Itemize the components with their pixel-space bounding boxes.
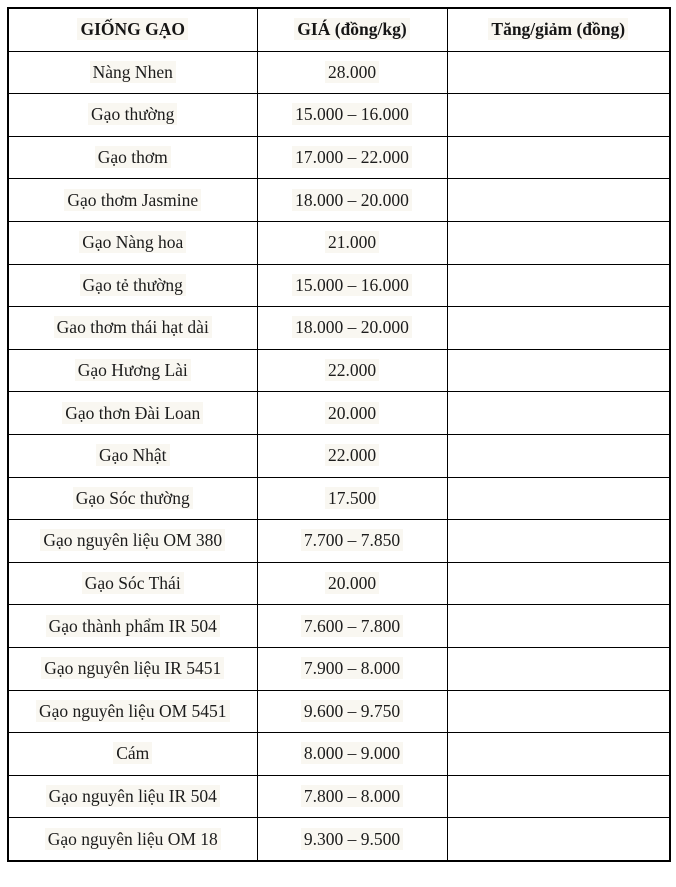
variety-cell-text: Gạo Hương Lài [75,359,191,381]
change-cell [447,818,670,861]
price-cell-text: 8.000 – 9.000 [301,742,403,764]
column-header-variety [8,8,257,51]
variety-cell-text: Gạo Nàng hoa [79,231,186,253]
price-cell-text: 7.700 – 7.850 [301,529,403,551]
price-cell [257,647,447,690]
table-row [8,562,670,605]
variety-cell-text: Gạo nguyên liệu IR 504 [46,785,220,807]
change-cell [447,307,670,350]
table-row [8,392,670,435]
table-header-row [8,8,670,51]
table-row [8,349,670,392]
table-row [8,179,670,222]
variety-cell [8,221,257,264]
change-cell [447,221,670,264]
price-cell [257,349,447,392]
variety-cell-text: Cám [113,742,152,764]
change-cell [447,392,670,435]
variety-cell [8,562,257,605]
price-cell-text: 7.900 – 8.000 [301,657,403,679]
table-row [8,307,670,350]
table-row [8,775,670,818]
change-cell [447,264,670,307]
price-cell [257,392,447,435]
variety-cell-text: Gạo Sóc Thái [82,572,184,594]
variety-cell-text: Gạo thơm Jasmine [64,189,201,211]
variety-cell [8,94,257,137]
change-cell [447,775,670,818]
price-cell-text: 22.000 [325,444,379,466]
variety-cell [8,136,257,179]
variety-cell-text: Gạo nguyên liệu IR 5451 [41,657,224,679]
variety-cell [8,647,257,690]
price-cell [257,818,447,861]
variety-cell [8,605,257,648]
variety-cell [8,349,257,392]
change-cell [447,434,670,477]
table-row [8,733,670,776]
price-cell [257,605,447,648]
rice-price-table [7,7,671,862]
price-cell-text: 17.000 – 22.000 [292,146,412,168]
variety-cell [8,818,257,861]
price-cell-text: 7.800 – 8.000 [301,785,403,807]
table-row [8,647,670,690]
price-cell-text: 15.000 – 16.000 [292,103,412,125]
price-cell-text: 18.000 – 20.000 [292,189,412,211]
price-cell-text: 17.500 [325,487,379,509]
change-cell [447,520,670,563]
change-cell [447,349,670,392]
variety-cell-text: Gạo thơn Đài Loan [62,402,203,424]
variety-cell [8,392,257,435]
variety-cell [8,733,257,776]
table-row [8,690,670,733]
price-cell-text: 28.000 [325,61,379,83]
table-row [8,264,670,307]
price-cell-text: 9.600 – 9.750 [301,700,403,722]
column-header-change [447,8,670,51]
price-cell [257,733,447,776]
price-cell [257,307,447,350]
price-cell [257,94,447,137]
variety-cell [8,690,257,733]
change-cell [447,733,670,776]
table-row [8,136,670,179]
price-cell [257,434,447,477]
price-cell-text: 18.000 – 20.000 [292,316,412,338]
price-cell-text: 21.000 [325,231,379,253]
variety-cell [8,307,257,350]
change-cell [447,690,670,733]
table-row [8,94,670,137]
price-cell-text: 22.000 [325,359,379,381]
price-cell [257,775,447,818]
change-cell [447,477,670,520]
price-cell [257,264,447,307]
variety-cell-text: Gạo thường [88,103,177,125]
variety-cell [8,477,257,520]
table-row [8,221,670,264]
table-row [8,605,670,648]
column-header-variety-label: GIỐNG GẠO [77,18,188,40]
change-cell [447,605,670,648]
variety-cell-text: Gạo Nhật [96,444,170,466]
column-header-price-label: GIÁ (đồng/kg) [294,18,409,40]
variety-cell-text: Gạo nguyên liệu OM 18 [45,828,221,850]
variety-cell-text: Nàng Nhen [90,61,176,83]
table-body [8,51,670,861]
price-cell [257,520,447,563]
change-cell [447,136,670,179]
variety-cell-text: Gạo thành phẩm IR 504 [46,615,220,637]
change-cell [447,51,670,94]
change-cell [447,179,670,222]
variety-cell-text: Gạo nguyên liệu OM 5451 [36,700,230,722]
price-cell-text: 15.000 – 16.000 [292,274,412,296]
table-row [8,818,670,861]
variety-cell-text: Gạo Sóc thường [73,487,193,509]
table-row [8,520,670,563]
table-row [8,477,670,520]
variety-cell-text: Gạo nguyên liệu OM 380 [40,529,225,551]
variety-cell [8,520,257,563]
price-cell-text: 20.000 [325,402,379,424]
variety-cell-text: Gạo tẻ thường [80,274,186,296]
variety-cell-text: Gao thơm thái hạt dài [54,316,212,338]
price-cell-text: 7.600 – 7.800 [301,615,403,637]
table-row [8,51,670,94]
column-header-change-label: Tăng/giảm (đồng) [488,18,628,40]
price-cell [257,136,447,179]
variety-cell [8,264,257,307]
change-cell [447,562,670,605]
change-cell [447,94,670,137]
price-cell [257,477,447,520]
table-row [8,434,670,477]
column-header-price [257,8,447,51]
variety-cell [8,775,257,818]
variety-cell [8,51,257,94]
change-cell [447,647,670,690]
variety-cell-text: Gạo thơm [95,146,171,168]
variety-cell [8,434,257,477]
price-cell [257,690,447,733]
price-cell-text: 20.000 [325,572,379,594]
price-cell-text: 9.300 – 9.500 [301,828,403,850]
price-cell [257,221,447,264]
variety-cell [8,179,257,222]
price-cell [257,179,447,222]
price-cell [257,562,447,605]
price-cell [257,51,447,94]
